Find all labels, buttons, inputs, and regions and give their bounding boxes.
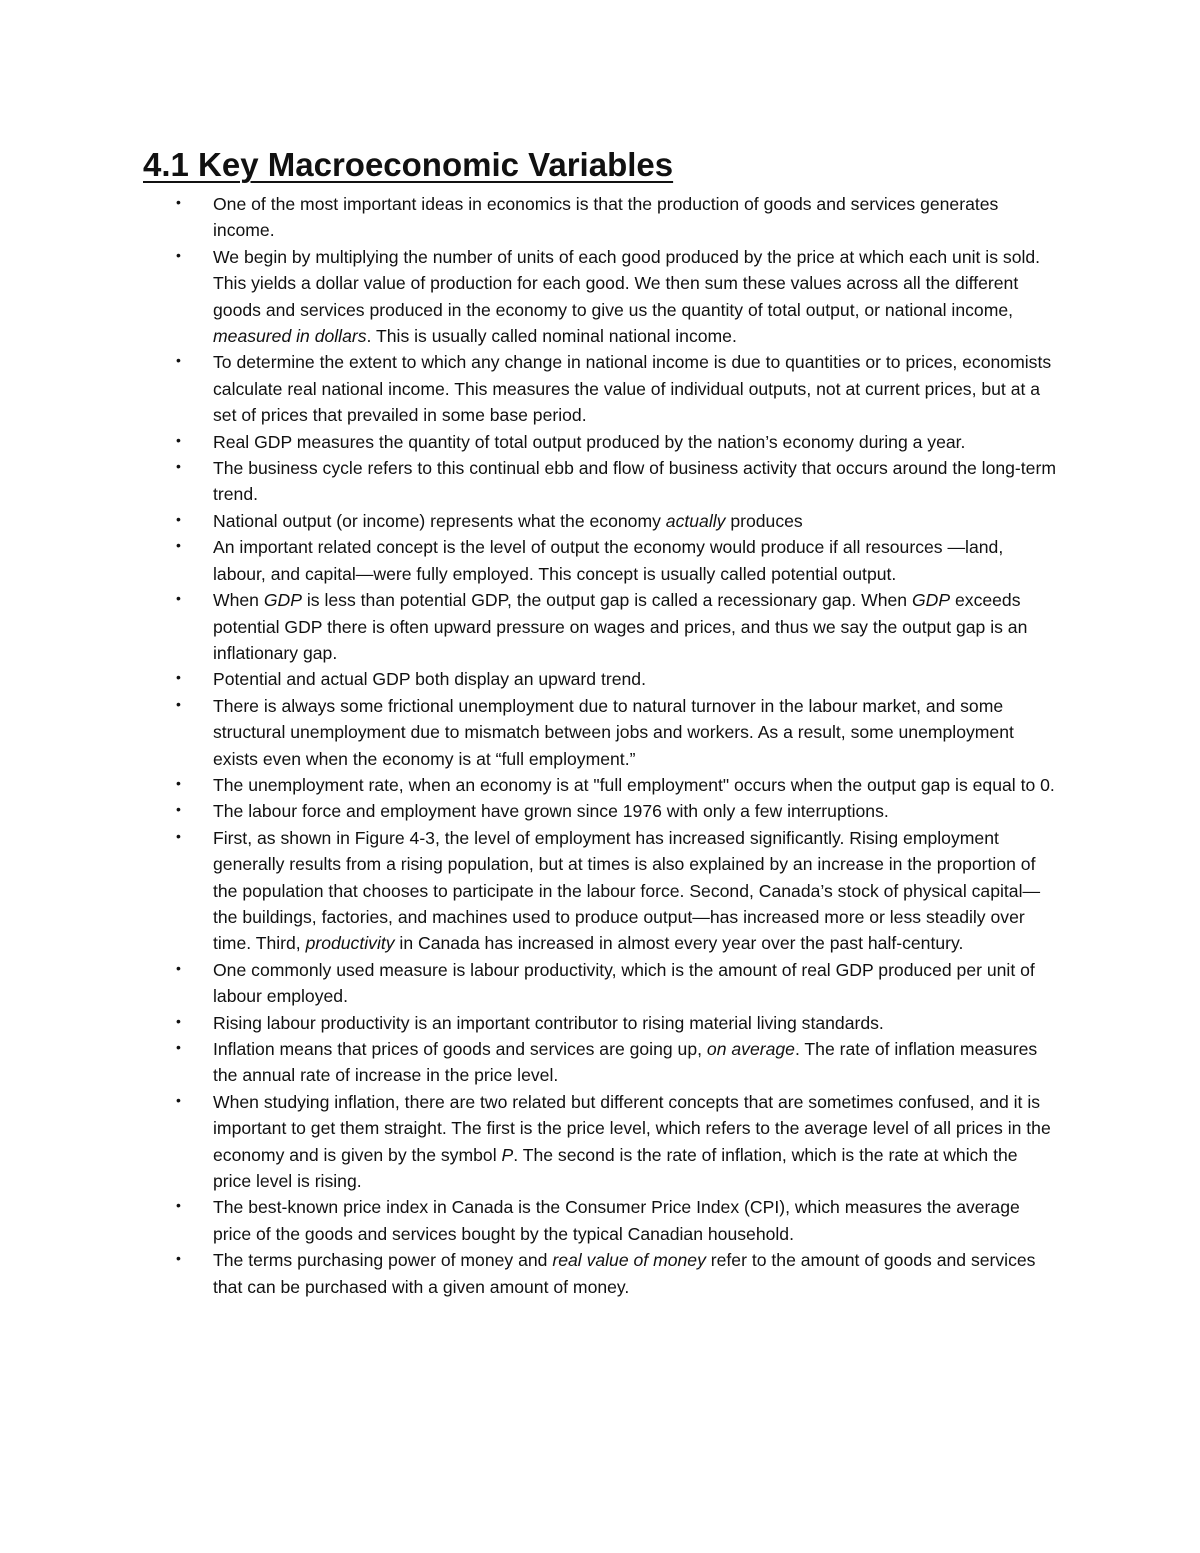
text-run: National output (or income) represents what the economy — [213, 510, 666, 531]
text-run: Potential and actual GDP both display an upward trend. — [213, 669, 646, 690]
list-item — [176, 1247, 1056, 1300]
list-item — [176, 429, 1056, 455]
text-run: refer to the amount of goods and services that can be purchased with a given amount of money. — [213, 1250, 1036, 1297]
text-run: The best-known price index in Canada is the Consumer Price Index (CPI), which measures the average price of the goods and services bought by the typical Canadian household. — [213, 1197, 1020, 1244]
list-item — [176, 508, 1056, 534]
bullet-list — [176, 191, 1056, 1300]
bullet-icon: • — [176, 537, 181, 554]
italic-text: GDP — [911, 590, 951, 611]
bullet-icon: • — [176, 774, 181, 791]
text-run: exceeds potential GDP there is often upward pressure on wages and prices, and thus we say the output gap is an inflationary gap. — [213, 590, 1028, 663]
text-run: Real GDP measures the quantity of total output produced by the nation’s economy during a year. — [213, 431, 966, 452]
bullet-text — [213, 247, 1040, 346]
bullet-text — [213, 352, 1051, 425]
bullet-text — [213, 775, 1055, 795]
bullet-icon: • — [176, 801, 181, 818]
bullet-icon: • — [176, 959, 181, 976]
italic-text: actually — [665, 510, 726, 531]
bullet-text — [213, 537, 1003, 583]
text-run: The labour force and employment have grown since 1976 with only a few interruptions. — [213, 801, 889, 822]
bullet-text — [213, 828, 1040, 954]
text-run: produces — [725, 510, 803, 531]
list-item — [176, 1010, 1056, 1036]
bullet-icon: • — [176, 246, 181, 263]
bullet-icon: • — [176, 194, 181, 210]
bullet-text — [213, 1039, 1037, 1085]
bullet-text — [213, 801, 889, 821]
bullet-icon: • — [176, 590, 181, 607]
italic-text: real value of money — [552, 1250, 706, 1271]
text-run: . This is usually called nominal national income. — [366, 326, 737, 347]
bullet-text — [213, 432, 965, 452]
bullet-icon: • — [176, 431, 181, 448]
list-item — [176, 534, 1056, 587]
list-item — [176, 455, 1056, 508]
bullet-icon: • — [176, 1250, 181, 1267]
list-item — [176, 693, 1056, 772]
bullet-icon: • — [176, 510, 181, 527]
bullet-text — [213, 1197, 1020, 1243]
bullet-icon: • — [176, 669, 181, 686]
bullet-text — [213, 669, 646, 689]
list-item — [176, 1089, 1056, 1195]
text-run: Inflation means that prices of goods and services are going up, — [213, 1039, 707, 1059]
bullet-text — [213, 960, 1035, 1006]
italic-text: productivity — [305, 933, 395, 954]
text-run: . The rate of inflation measures the annual rate of increase in the price level. — [213, 1039, 1038, 1086]
italic-text: P — [501, 1144, 514, 1165]
bullet-icon: • — [176, 458, 181, 475]
list-item — [176, 349, 1056, 428]
text-run: We begin by multiplying the number of units of each good produced by the price at which each unit is sold. This yields a dollar value of production for each good. We then sum these values across all the different goods and services produced in the economy to give us the quantity of total output, or national income, — [213, 246, 1041, 320]
text-run: First, as shown in Figure 4-3, the level of employment has increased significantly. Rising employment generally results from a rising population, but at times is also explained by an increase in the proportion of the population that chooses to participate in the labour force. Second, Canada’s stock of physical capital—the buildings, factories, and machines used to produce output—has increased more or less steadily over time. Third, — [213, 827, 1041, 954]
bullet-icon: • — [176, 695, 181, 712]
text-run: There is always some frictional unemployment due to natural turnover in the labour market, and some structural unemployment due to mismatch between jobs and workers. As a result, some unemployment exists even when the economy is at “full employment.” — [213, 695, 1014, 769]
text-run: One of the most important ideas in economics is that the production of goods and services generates income. — [213, 194, 999, 241]
text-run: in Canada has increased in almost every year over the past half-century. — [394, 933, 964, 954]
text-run: Rising labour productivity is an important contributor to rising material living standards. — [213, 1012, 884, 1033]
text-run: The unemployment rate, when an economy is at "full employment" occurs when the output gap is equal to 0. — [213, 774, 1055, 795]
list-item — [176, 666, 1056, 692]
list-item — [176, 798, 1056, 824]
list-item — [176, 191, 1056, 244]
text-run: . The second is the rate of inflation, which is the rate at which the price level is rising. — [213, 1144, 1018, 1192]
text-run: The business cycle refers to this continual ebb and flow of business activity that occurs around the long-term trend. — [213, 458, 1056, 505]
bullet-text — [213, 1092, 1051, 1191]
bullet-icon: • — [176, 1039, 181, 1055]
text-run: is less than potential GDP, the output gap is called a recessionary gap. When — [302, 590, 912, 611]
text-run: To determine the extent to which any change in national income is due to quantities or to prices, economists calculate real national income. This measures the value of individual outputs, not at current prices, but at a set of prices that prevailed in some base period. — [213, 352, 1052, 426]
list-item — [176, 1194, 1056, 1247]
bullet-text — [213, 458, 1056, 504]
italic-text: measured in dollars — [213, 326, 367, 347]
italic-text: GDP — [263, 590, 302, 611]
bullet-text — [213, 511, 803, 531]
bullet-icon: • — [176, 1197, 181, 1214]
list-item — [176, 587, 1056, 666]
bullet-text — [213, 194, 998, 240]
bullet-icon: • — [176, 352, 181, 369]
list-item — [176, 244, 1056, 350]
text-run: The terms purchasing power of money and — [213, 1250, 553, 1271]
list-item — [176, 1036, 1056, 1089]
bullet-text — [213, 696, 1014, 769]
bullet-icon: • — [176, 1091, 181, 1108]
text-run: One commonly used measure is labour productivity, which is the amount of real GDP produced per unit of labour employed. — [213, 959, 1035, 1007]
italic-text: on average — [706, 1039, 795, 1059]
bullet-icon: • — [176, 1012, 181, 1029]
bullet-text — [213, 590, 1027, 663]
list-item — [176, 825, 1056, 957]
list-item — [176, 772, 1056, 798]
text-run: When studying inflation, there are two related but different concepts that are sometimes confused, and it is important to get them straight. The first is the price level, which refers to the average level of all prices in the economy and is given by the symbol — [213, 1091, 1051, 1165]
page-title: 4.1 Key Macroeconomic Variables — [143, 146, 674, 183]
list-item — [176, 957, 1056, 1010]
text-run: An important related concept is the level of output the economy would produce if all resources —land, labour, and capital—were fully employed. This concept is usually called potential output. — [213, 537, 1004, 584]
text-run: When — [213, 590, 264, 611]
bullet-icon: • — [176, 827, 181, 844]
bullet-text — [213, 1250, 1035, 1296]
bullet-text — [213, 1013, 884, 1033]
